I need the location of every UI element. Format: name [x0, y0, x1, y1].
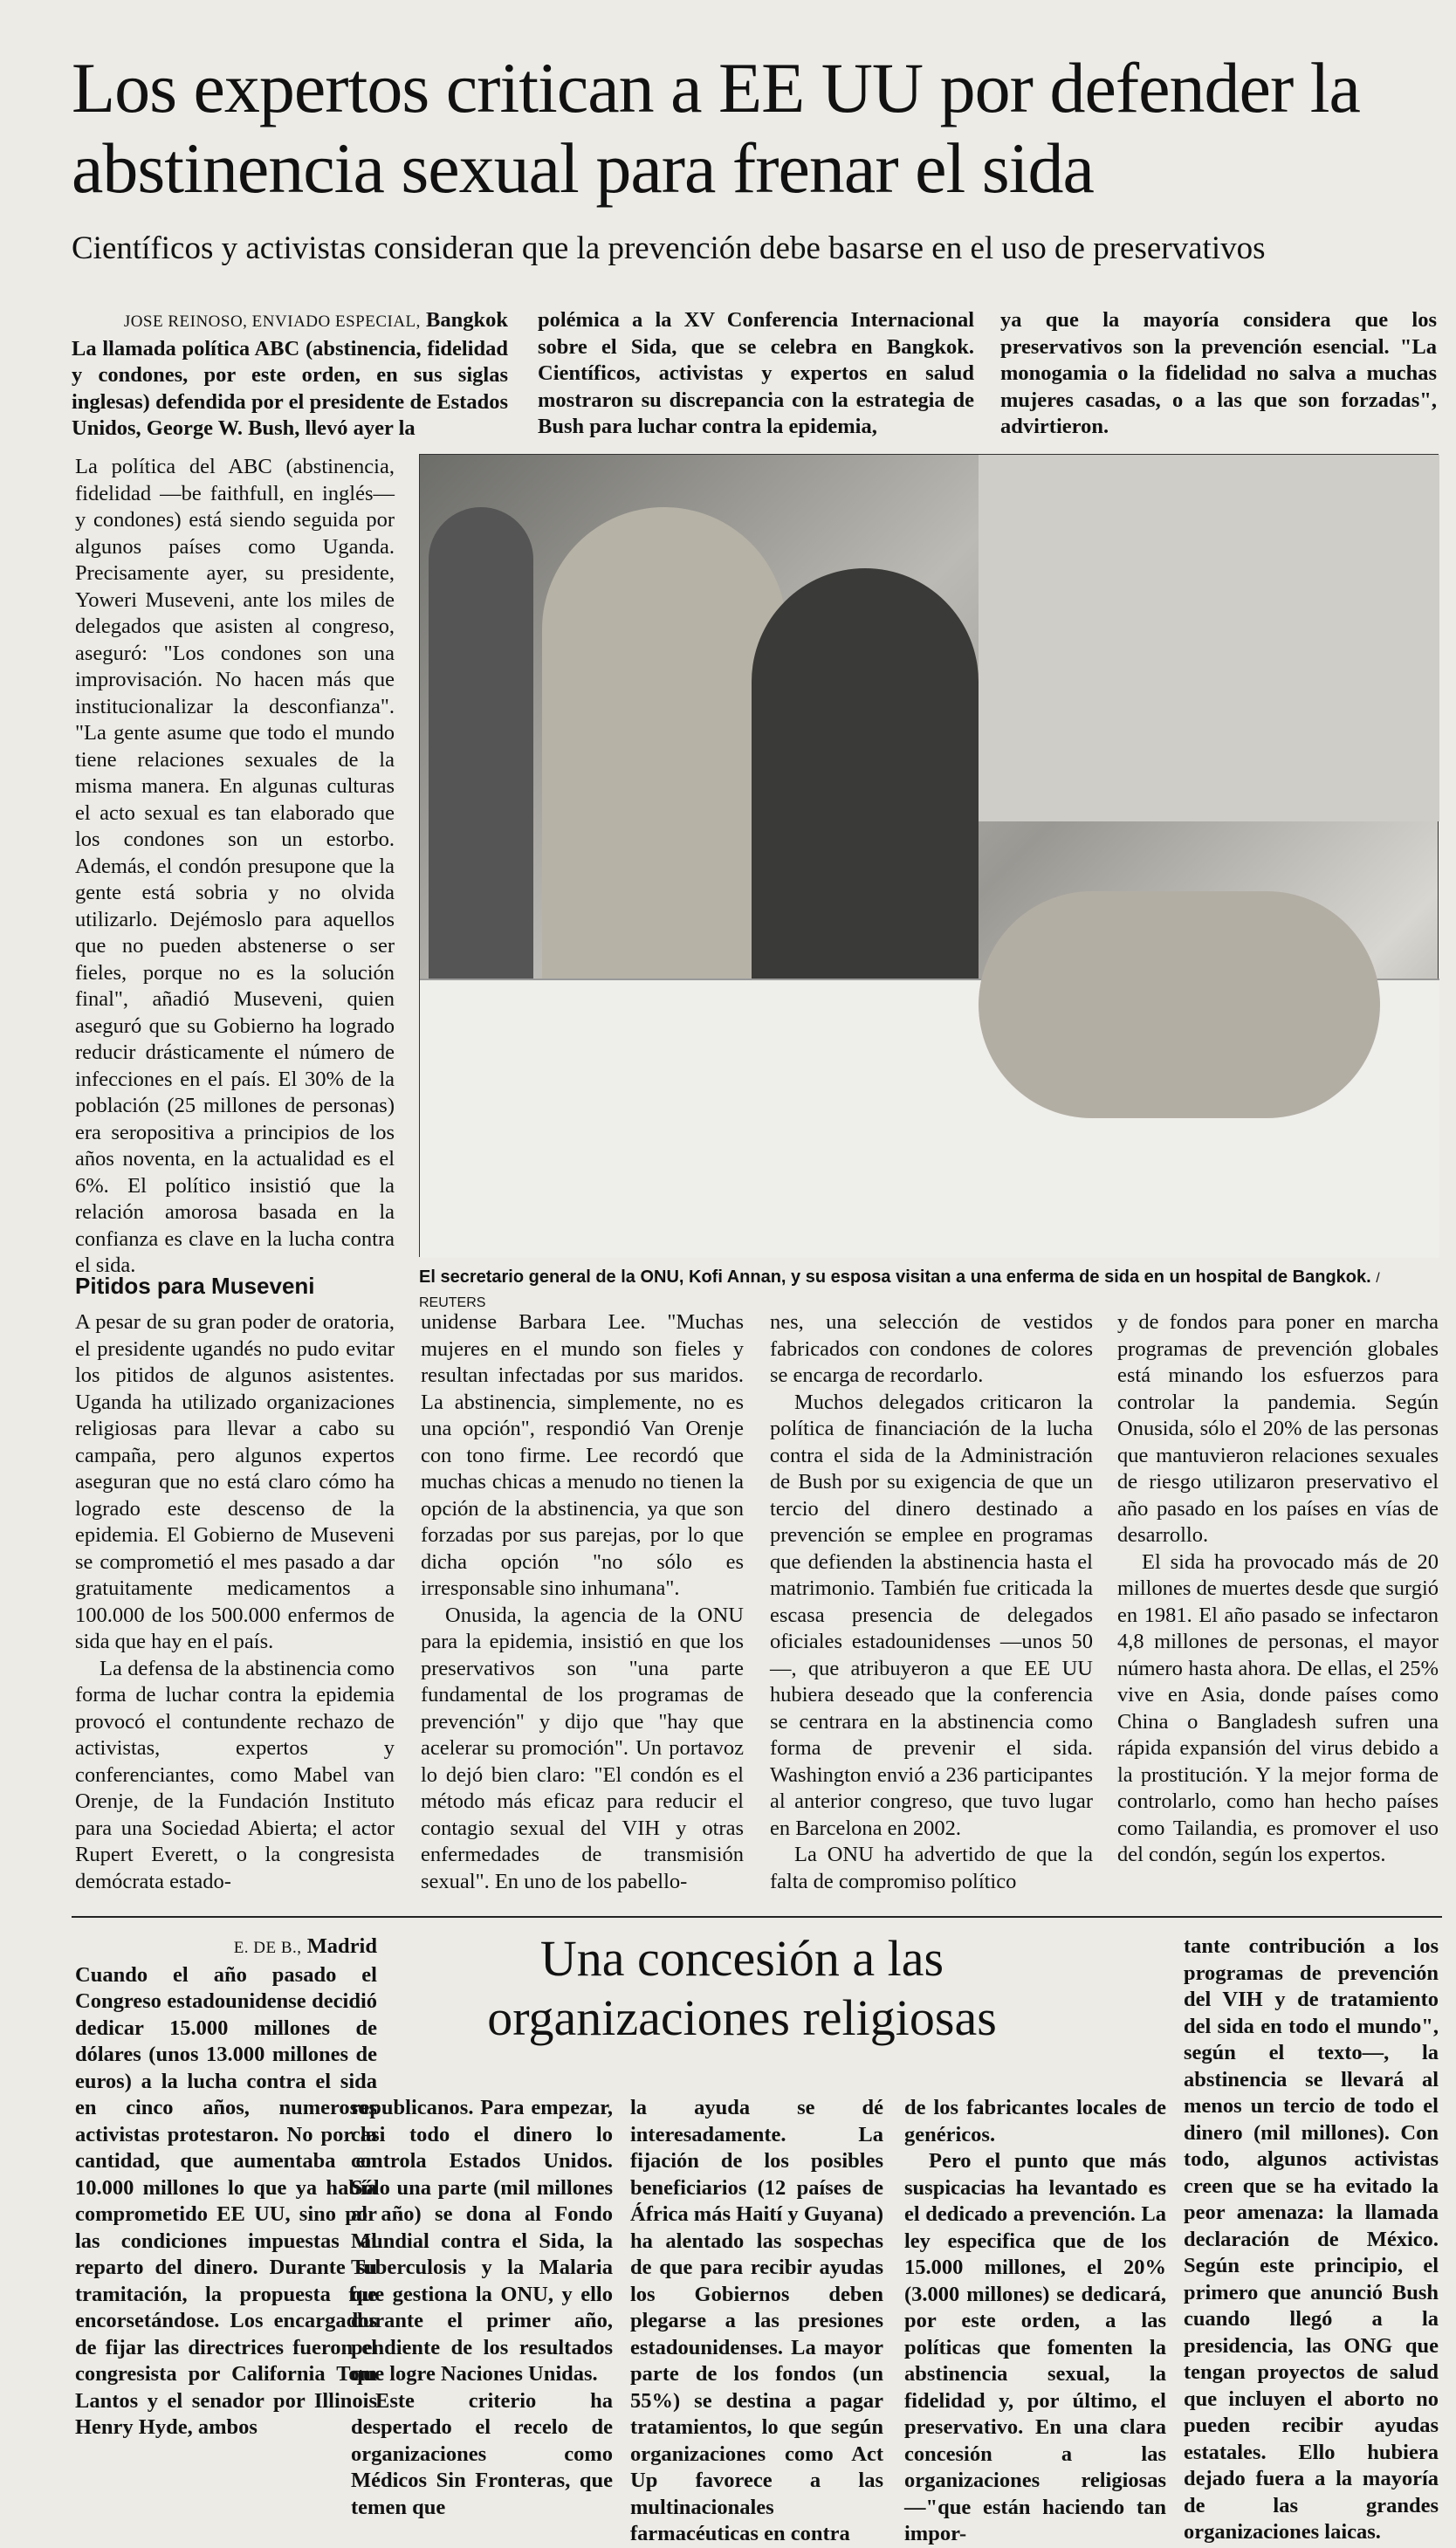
second-col-4-p2: Pero el punto que más suspicacias ha levantado es el dedicado a prevención. La ley especifica que de los 15.000 millones, el 20% (3.000 millones) se dedicará, por este orden, a las políticas que fomenten la abstinencia sexual, la fidelidad y, por último, el preservativo. En una clara concesión a las organizaciones religiosas —"que están haciendo tan impor-: [904, 2149, 1166, 2545]
byline: [72, 307, 508, 336]
section-col-2: [421, 1309, 744, 1895]
section-col-3-p2: Muchos delegados criticaron la política de financiación de la lucha contra el sida de la Administración de Bush por su exigencia de que un tercio del dinero destinado a prevención se emplee en programas que defienden la abstinencia hasta el matrimonio. También fue criticada la escasa presencia de delegados oficiales estadounidenses —unos 50—, que atribuyeron a que EE UU hubiera deseado que la conferencia se centrara en la abstinencia como forma de prevenir el sida. Washington envió a 236 participantes al anterior congreso, que tuvo lugar en Barcelona en 2002.: [770, 1390, 1093, 1840]
news-photo: [419, 454, 1439, 1257]
second-col-2: [351, 2095, 613, 2521]
lead-col-3: [1000, 307, 1437, 441]
lead-text-3: ya que la mayoría considera que los preservativos son la prevención esencial. "La monogamia o la fidelidad no salva a muchas mujeres casadas, o a las que son forzadas", advirtieron.: [1000, 308, 1437, 438]
photo-credit: / REUTERS: [419, 1271, 1380, 1310]
second-col-5: [1184, 1933, 1439, 2546]
second-col-2-p2: Este criterio ha despertado el recelo de organizaciones como Médicos Sin Fronteras, que temen que: [351, 2388, 613, 2519]
second-col-3-text: la ayuda se dé interesadamente. La fijación de los posibles beneficiarios (12 países de África más Haití y Guyana) ha alentado las sospechas de que para recibir ayudas los Gobiernos deben plegarse a las presiones estadounidenses. La mayor parte de los fondos (un 55%) se destina a pagar tratamientos, lo que según organizaciones como Act Up favorece a las multinacionales farmacéuticas en contra: [630, 2096, 883, 2545]
photo-figure-left: [429, 507, 533, 1031]
second-article-title: Una concesión a las organizaciones religiosas: [487, 1930, 997, 2046]
second-col-4: [904, 2095, 1166, 2548]
second-col-5-text: tante contribución a los programas de prevención del VIH y de tratamiento del sida en todo el mundo", según el texto—, la abstinencia se llevará al menos un tercio de todo el dinero (mil millones). Con todo, algunos activistas creen que se ha evitado la peor amenaza: la llamada declaración de México. Según este principio, el primero que anunció Bush cuando llegó a la presidencia, las ONG que tengan proyectos de salud que incluyen el aborto no pueden recibir ayudas estatales. Ello hubiera dejado fuera a la mayoría de las grandes organizaciones laicas.: [1184, 1934, 1439, 2544]
lead-col-2: [538, 307, 974, 441]
section-col-2-p2: Onusida, la agencia de la ONU para la epidemia, insistió en que los preservativos son "una parte fundamental de los programas de prevención" y dijo que "hay que acelerar su promoción". Un portavoz lo dejó bien claro: "El condón es el método más eficaz para reducir el contagio sexual del VIH y otras enfermedades de transmisión sexual". En uno de los pabello-: [421, 1603, 744, 1893]
section-col-1-p1: A pesar de su gran poder de oratoria, el presidente ugandés no pudo evitar los pitidos de algunos asistentes. Uganda ha utilizado organizaciones religiosas para llevar a cabo su campaña, pero algunos expertos aseguran que no está claro cómo ha logrado este descenso de la epidemia. El Gobierno de Museveni se comprometió el mes pasado a dar gratuitamente medicamentos a 100.000 de los 500.000 enfermos de sida que hay en el país.: [75, 1310, 395, 1653]
second-col-1-text: Cuando el año pasado el Congreso estadounidense decidió dedicar 15.000 millones de dólares (unos 13.000 millones de euros) a la lucha contra el sida en cinco años, numerosos activistas protestaron. No por la cantidad, que aumentaba en 10.000 millones lo que ya había comprometido EE UU, sino por las condiciones impuestas al reparto del dinero. Durante su tramitación, la propuesta fue encorsetándose. Los encargados de fijar las directrices fueron el congresista por California Tom Lantos y el senador por Illinois Henry Hyde, ambos: [75, 1962, 377, 2439]
section-col-1-p2: La defensa de la abstinencia como forma de luchar contra la epidemia provocó el contundente rechazo de activistas, expertos y conferenciantes, como Mabel van Orenje, de la Fundación Instituto para una Sociedad Abierta; el actor Rupert Everett, o la congresista demócrata estado-: [75, 1656, 395, 1893]
section-col-4: [1117, 1309, 1439, 1869]
section-col-3-p3: La ONU ha advertido de que la falta de compromiso político: [770, 1843, 1093, 1893]
second-byline-author: E. DE B.,: [233, 1939, 302, 1957]
body-col-1: [75, 454, 395, 1280]
section-col-1: [75, 1309, 395, 1895]
second-col-1: [75, 1933, 377, 2442]
lead-col-1: [72, 307, 508, 443]
photo-wall: [979, 455, 1439, 821]
subheadline: Científicos y activistas consideran que la prevención debe basarse en el uso de preservativos: [72, 230, 1266, 266]
photo-figure-patient: [979, 891, 1380, 1118]
body-text-1: La política del ABC (abstinencia, fidelidad —be faithfull, en inglés— y condones) está siendo seguida por algunos países como Uganda. Precisamente ayer, su presidente, Yoweri Museveni, ante los miles de delegados que asisten al congreso, aseguró: "Los condones son una improvisación. No hacen más que institucionalizar la desconfianza". "La gente asume que todo el mundo tiene relaciones sexuales de la misma manera. En algunas culturas el acto sexual es tan elaborado que los condones son un estorbo. Además, el condón presupone que la gente está sobria y no olvida utilizarlo. Dejémoslo para aquellos que no pueden abstenerse o ser fieles, porque no es la solución final", añadió Museveni, quien aseguró que su Gobierno ha logrado reducir drásticamente el número de infecciones en el país. El 30% de la población (25 millones de personas) era seropositiva a principios de los años noventa, en la actualidad es el 6%. El político insistió que la relación amorosa basada en la confianza es clave en la lucha contra el sida.: [75, 455, 395, 1277]
section-col-3: [770, 1309, 1093, 1895]
section-col-2-p1: unidense Barbara Lee. "Muchas mujeres en el mundo son fieles y resultan infectadas por sus maridos. La abstinencia, simplemente, no es una opción", respondió Van Orenje con tono firme. Lee recordó que muchas chicas a menudo no tienen la opción de la abstinencia, ya que son forzadas por sus parejas, por lo que dicha opción "no sólo es irresponsable sino inhumana".: [421, 1310, 744, 1600]
section-heading: Pitidos para Museveni: [75, 1273, 315, 1299]
second-col-3: [630, 2095, 883, 2548]
caption-text: El secretario general de la ONU, Kofi Annan, y su esposa visitan a una enferma de sida en un hospital de Bangkok.: [419, 1267, 1371, 1287]
section-col-4-p1: y de fondos para poner en marcha programas de prevención globales está minando los esfuerzos para controlar la pandemia. Según Onusida, sólo el 20% de las personas que mantuvieron relaciones sexuales de riesgo utilizaron preservativo el año pasado en los países en vías de desarrollo.: [1117, 1310, 1439, 1547]
photo-caption: [419, 1266, 1439, 1315]
byline-author: JOSE REINOSO, ENVIADO ESPECIAL,: [123, 312, 421, 331]
lead-text-2: polémica a la XV Conferencia Internacional sobre el Sida, que se celebra en Bangkok. Científicos, activistas y expertos en salud mostraron su discrepancia con la estrategia de Bush para luchar contra la epidemia,: [538, 308, 974, 438]
second-byline-place: Madrid: [306, 1934, 377, 1958]
lead-text-1: La llamada política ABC (abstinencia, fidelidad y condones, por este orden, en sus siglas inglesas) defendida por el presidente de Estados Unidos, George W. Bush, llevó ayer la: [72, 336, 508, 440]
section-col-4-p2: El sida ha provocado más de 20 millones de muertes desde que surgió en 1981. El año pasado se infectaron 4,8 millones de personas, el mayor número hasta ahora. De ellas, el 25% vive en Asia, donde países como China o Bangladesh sufren una rápida expansión del virus debido a la prostitución. Y la mejor forma de controlarlo, como han hecho países como Tailandia, es promover el uso del condón, según los expertos.: [1117, 1549, 1439, 1866]
section-divider: [72, 1916, 1442, 1918]
second-byline: [75, 1933, 377, 1962]
section-col-3-p1: nes, una selección de vestidos fabricados con condones de colores se encarga de recordarlo.: [770, 1310, 1093, 1387]
headline: Los expertos critican a EE UU por defender la abstinencia sexual para frenar el sida: [72, 48, 1360, 208]
second-col-2-p1: republicanos. Para empezar, casi todo el dinero lo controla Estados Unidos. Sólo una parte (mil millones al año) se dona al Fondo Mundial contra el Sida, la Tuberculosis y la Malaria que gestiona la ONU, y ello durante el primer año, pendiente de los resultados que logre Naciones Unidas.: [351, 2096, 613, 2386]
second-col-4-p1: de los fabricantes locales de genéricos.: [904, 2096, 1166, 2146]
byline-place: Bangkok: [426, 308, 508, 332]
